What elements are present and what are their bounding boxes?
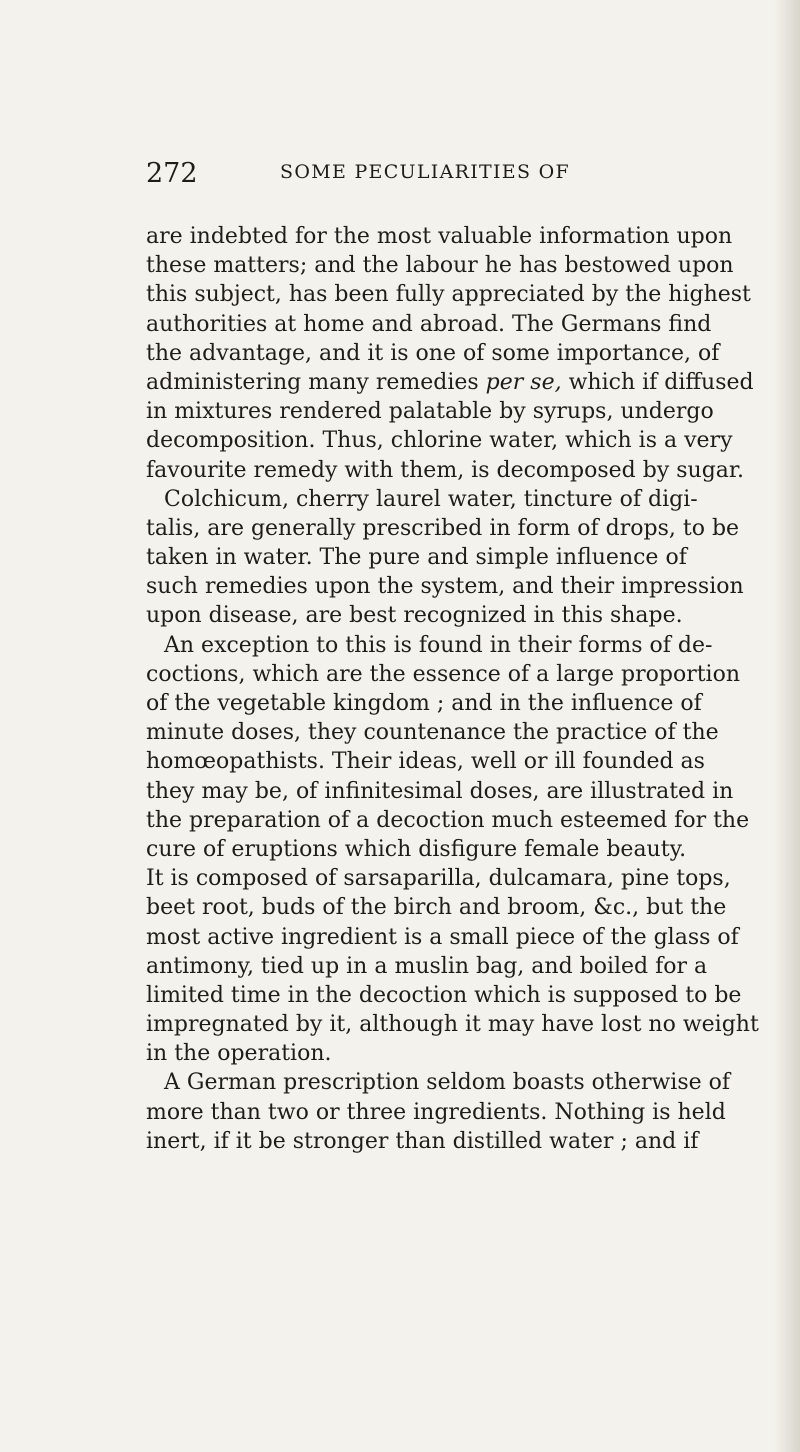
text-line: are indebted for the most valuable information upon <box>146 224 733 249</box>
text-line: beet root, buds of the birch and broom, &c., but the <box>146 895 727 921</box>
text-line: Colchicum, cherry laurel water, tincture of digi- <box>164 486 698 512</box>
text-line: antimony, tied up in a muslin bag, and boiled for a <box>146 953 708 979</box>
text-line: coctions, which are the essence of a large proportion <box>146 661 740 687</box>
running-head: SOME PECULIARITIES OF <box>280 161 570 183</box>
text-line: this subject, has been fully appreciated by the highest <box>146 282 751 308</box>
page-header <box>146 158 676 192</box>
text-line: more than two or three ingredients. Nothing is held <box>146 1099 726 1125</box>
text-line: in mixtures rendered palatable by syrups, undergo <box>146 399 714 425</box>
text-line: talis, are generally prescribed in form of drops, to be <box>146 515 740 541</box>
text-line: the preparation of a decoction much esteemed for the <box>146 807 750 833</box>
text-line: impregnated by it, although it may have lost no weight <box>146 1012 759 1038</box>
text-line: It is composed of sarsaparilla, dulcamara, pine tops, <box>146 866 731 892</box>
text-line: limited time in the decoction which is supposed to be <box>146 982 742 1008</box>
text-line: of the vegetable kingdom ; and in the influence of <box>146 691 702 716</box>
text-line: most active ingredient is a small piece of the glass of <box>146 924 739 950</box>
text-line: homœopathists. Their ideas, well or ill founded as <box>146 749 705 775</box>
page-number: 272 <box>146 158 198 189</box>
text-line: they may be, of infinitesimal doses, are illustrated in <box>146 778 734 804</box>
text-line: inert, if it be stronger than distilled water ; and if <box>146 1128 699 1154</box>
text-line: taken in water. The pure and simple influence of <box>146 545 687 571</box>
text-line: these matters; and the labour he has bestowed upon <box>146 253 734 279</box>
text-line: upon disease, are best recognized in this shape. <box>146 603 683 629</box>
italic-phrase: per se, <box>485 369 562 395</box>
text-line: favourite remedy with them, is decomposed by sugar. <box>146 457 744 483</box>
text-line: minute doses, they countenance the practice of the <box>146 720 719 746</box>
text-line: decomposition. Thus, chlorine water, which is a very <box>146 428 733 454</box>
text-line: such remedies upon the system, and their impression <box>146 574 744 600</box>
text-line: in the operation. <box>146 1041 332 1067</box>
text-line: the advantage, and it is one of some importance, of <box>146 340 720 366</box>
text-line: cure of eruptions which disfigure female beauty. <box>146 836 687 862</box>
text-line: authorities at home and abroad. The Germans find <box>146 311 712 337</box>
text-line: An exception to this is found in their forms of de- <box>164 632 713 658</box>
text-line: administering many remedies per se, which if diffused <box>146 369 754 395</box>
body-text <box>146 222 759 1156</box>
page-edge-shadow <box>774 0 800 1452</box>
text-line: A German prescription seldom boasts otherwise of <box>164 1070 731 1096</box>
